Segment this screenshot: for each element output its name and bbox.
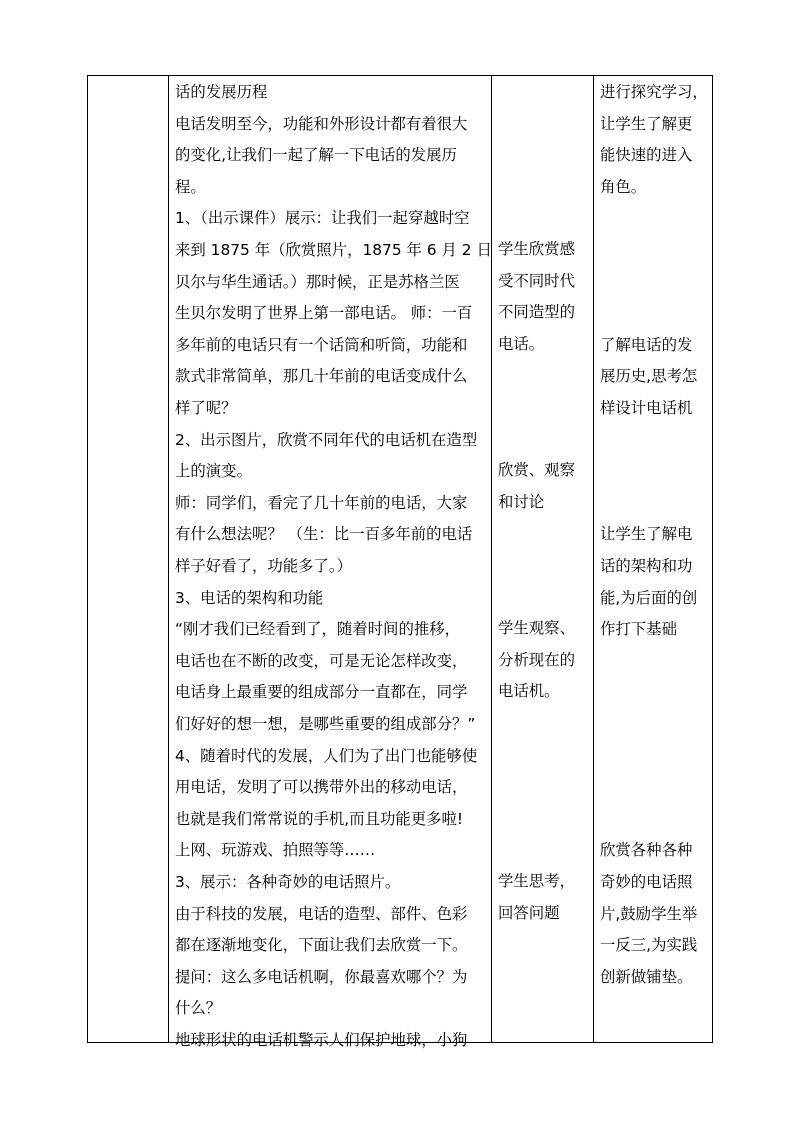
col4-line: 让学生了解电 [600, 525, 693, 544]
col2-line: 样子好看了，功能多了。） [175, 557, 352, 575]
col3-line: 回答问题 [498, 903, 560, 922]
col4-line: 能,为后面的创 [600, 588, 698, 607]
col2-line: 电话也在不断的改变，可是无论怎样改变， [175, 651, 468, 670]
col2-line: 3、电话的架构和功能 [175, 588, 324, 607]
teaching-process-text [169, 76, 492, 1049]
col2-line: 有什么想法呢？ （生：比一百多年前的电话 [175, 525, 473, 544]
design-intent-text [594, 76, 712, 1042]
col2-line: 话的发展历程 [175, 83, 268, 101]
col2-line: 多年前的电话只有一个话筒和听筒，功能和 [175, 335, 468, 354]
col2-line: 电话身上最重要的组成部分一直都在，同学 [175, 683, 468, 702]
col4-line: 能快速的进入 [600, 146, 693, 165]
col2-line: 来到 1875 年（欣赏照片，1875 年 6 月 2 日 [175, 241, 492, 259]
col2-line: 由于科技的发展，电话的造型、部件、色彩 [175, 904, 468, 923]
col2-line: 3、展示：各种奇妙的电话照片。 [175, 873, 401, 891]
col4-line: 话的架构和功 [600, 557, 693, 575]
col2-line: 2、出示图片，欣赏不同年代的电话机在造型 [175, 430, 478, 449]
col4-line: 奇妙的电话照 [600, 873, 693, 891]
col2-line: 生贝尔发明了世界上第一部电话。 师：一百 [175, 304, 473, 323]
col3-line: 和讨论 [498, 492, 545, 511]
col4-line: 了解电话的发 [600, 335, 693, 354]
col2-line: 款式非常简单，那几十年前的电话变成什么 [175, 367, 468, 386]
col2-line: 也就是我们常常说的手机,而且功能更多啦! [175, 809, 464, 828]
col3-line: 电话机。 [498, 682, 560, 701]
col2-line: 什么？ [175, 999, 222, 1018]
col2-line: 们好好的想一想，是哪些重要的组成部分？” [175, 715, 476, 733]
col2-line: 4、随着时代的发展，人们为了出门也能够使 [175, 746, 478, 765]
col2-line: 提问：这么多电话机啊，你最喜欢哪个？为 [175, 967, 468, 986]
col3-line: 受不同时代 [498, 271, 575, 290]
col2-line: 师：同学们，看完了几十年前的电话，大家 [175, 493, 468, 512]
col3-line: 不同造型的 [498, 303, 575, 322]
col4-line: 展历史,思考怎 [600, 367, 698, 386]
col4-line: 让学生了解更 [600, 114, 693, 133]
col2-line: 上的演变。 [175, 462, 252, 481]
blank-column-cell [88, 76, 169, 1043]
col4-line: 角色。 [600, 177, 647, 196]
table-row [88, 76, 713, 1043]
col2-line: 地球形状的电话机警示人们保护地球，小狗 [175, 1031, 468, 1049]
col4-line: 一反三,为实践 [600, 936, 698, 955]
col2-line: 电话发明至今，功能和外形设计都有着很大 [175, 114, 468, 133]
col2-line: 用电话，发明了可以携带外出的移动电话， [175, 778, 468, 797]
col4-line: 片,鼓励学生举 [600, 904, 698, 923]
col3-line: 学生观察、 [498, 619, 575, 638]
col4-line: 作打下基础 [600, 620, 677, 639]
col4-line: 欣赏各种各种 [600, 841, 693, 860]
col3-line: 电话。 [498, 334, 545, 353]
col2-line: 的变化,让我们一起了解一下电话的发展历 [175, 146, 457, 165]
col2-line: 样了呢？ [175, 399, 237, 417]
col2-line: 上网、玩游戏、拍照等等…… [175, 841, 376, 860]
col3-line: 分析现在的 [498, 650, 575, 669]
col2-line: 贝尔与华生通话。）那时候，正是苏格兰医 [175, 272, 460, 291]
student-activity-cell [492, 76, 594, 1043]
col2-line: 程。 [175, 177, 206, 196]
col3-line: 欣赏、观察 [498, 461, 575, 480]
student-activity-text [492, 76, 593, 1042]
design-intent-cell [594, 76, 713, 1043]
col2-line: “刚才我们已经看到了，随着时间的推移， [175, 620, 461, 639]
col3-line: 学生思考， [498, 872, 575, 890]
teaching-process-cell [169, 76, 492, 1049]
col2-line: 1、（出示课件）展示：让我们一起穿越时空 [175, 209, 470, 228]
col4-line: 样设计电话机 [600, 399, 693, 417]
col3-line: 学生欣赏感 [498, 240, 575, 258]
lesson-plan-table [87, 75, 713, 1049]
col4-line: 进行探究学习， [600, 83, 708, 101]
col4-line: 创新做铺垫。 [600, 967, 693, 986]
col2-line: 都在逐渐地变化，下面让我们去欣赏一下。 [175, 936, 468, 955]
